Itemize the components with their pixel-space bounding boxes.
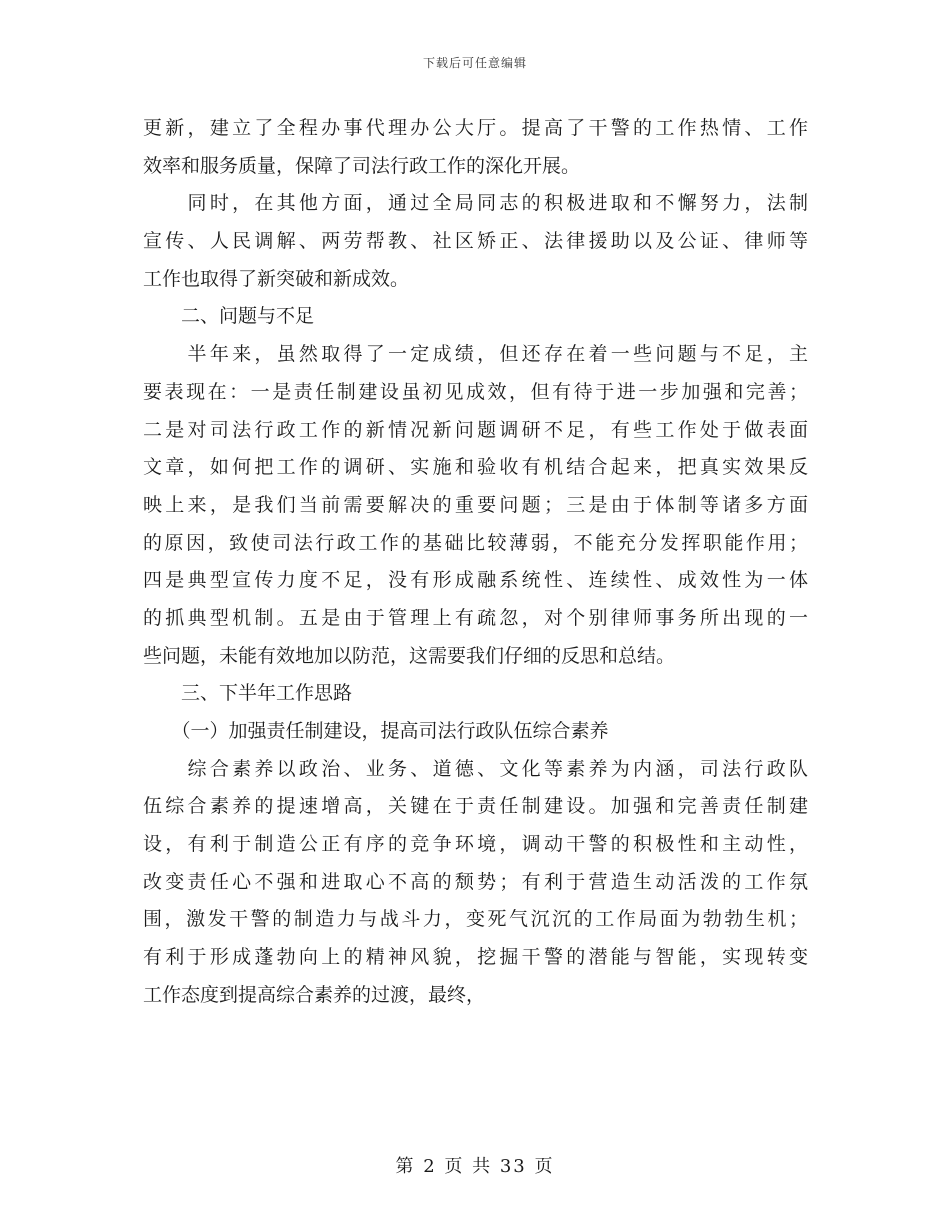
section-heading: 三、下半年工作思路 [143,682,353,705]
text-line: 综合素养以政治、业务、道德、文化等素养为内涵，司法行政队 [143,757,808,780]
text-line: 些问题，未能有效地加以防范，这需要我们仔细的反思和总结。 [143,644,676,667]
page-number: 第 2 页 共 33 页 [395,1156,555,1177]
section-heading: 二、问题与不足 [143,305,315,328]
text-line: 的抓典型机制。五是由于管理上有疏忽，对个别律师事务所出现的一 [143,606,808,629]
text-line: 工作态度到提高综合素养的过渡，最终， [143,983,486,1006]
text-line: 伍综合素养的提速增高，关键在于责任制建设。加强和完善责任制建 [143,795,808,818]
text-line: 宣传、人民调解、两劳帮教、社区矫正、法律援助以及公证、律师等 [143,230,808,253]
text-line: 要表现在：一是责任制建设虽初见成效，但有待于进一步加强和完善； [143,380,808,403]
subsection-heading: （一）加强责任制建设，提高司法行政队伍综合素养 [143,720,609,742]
text-line: 二是对司法行政工作的新情况新问题调研不足，有些工作处于做表面 [143,418,808,441]
text-line: 效率和服务质量，保障了司法行政工作的深化开展。 [143,154,581,177]
text-line: 更新，建立了全程办事代理办公大厅。提高了干警的工作热情、工作 [143,117,808,139]
text-line: 围，激发干警的制造力与战斗力，变死气沉沉的工作局面为勃勃生机； [143,908,808,931]
text-line: 的原因，致使司法行政工作的基础比较薄弱，不能充分发挥职能作用； [143,531,808,554]
text-line: 改变责任心不强和进取心不高的颓势；有利于营造生动活泼的工作氛 [143,870,808,893]
text-line: 同时，在其他方面，通过全局同志的积极进取和不懈努力，法制 [143,192,808,215]
text-line: 映上来，是我们当前需要解决的重要问题；三是由于体制等诸多方面 [143,493,808,516]
document-body [143,110,808,1015]
text-line: 半年来，虽然取得了一定成绩，但还存在着一些问题与不足，主 [143,343,808,366]
text-line: 设，有利于制造公正有序的竞争环境，调动干警的积极性和主动性， [143,833,808,856]
text-line: 工作也取得了新突破和新成效。 [143,267,410,290]
text-line: 有利于形成蓬勃向上的精神风貌，挖掘干警的潜能与智能，实现转变 [143,946,808,969]
text-line: 文章，如何把工作的调研、实施和验收有机结合起来，把真实效果反 [143,456,808,479]
text-line: 四是典型宣传力度不足，没有形成融系统性、连续性、成效性为一体 [143,569,808,592]
page-header: 下载后可任意编辑 [422,56,527,70]
